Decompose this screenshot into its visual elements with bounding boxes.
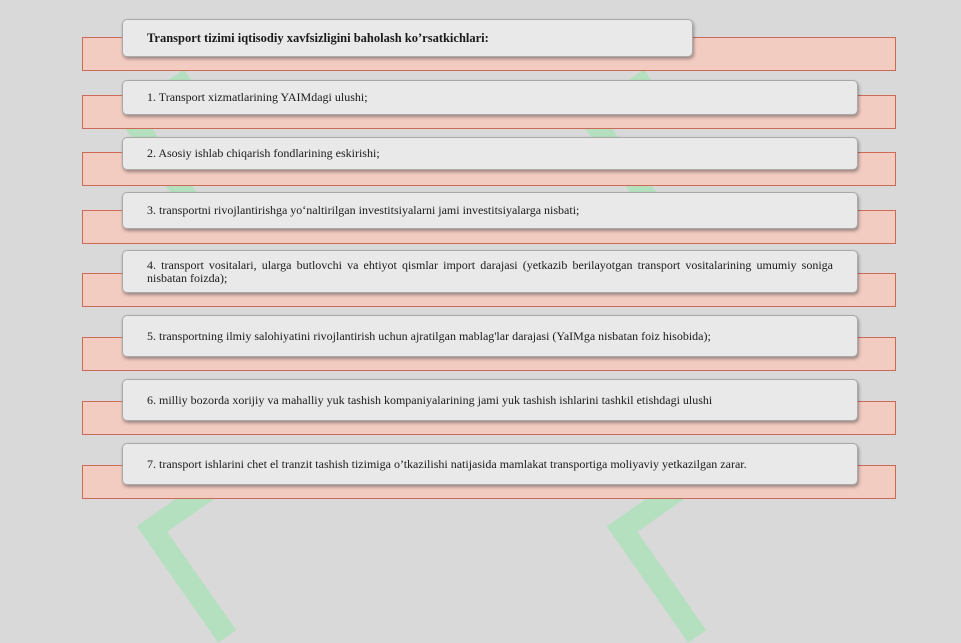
watermark-logo-shape — [607, 479, 756, 642]
indicator-text-1: 1. Transport xizmatlarining YAIMdagi ulushi; — [147, 90, 368, 104]
indicator-box-4 — [122, 250, 858, 293]
indicator-box-7 — [122, 443, 858, 485]
indicator-box-5 — [122, 315, 858, 357]
indicator-text-5: 5. transportning ilmiy salohiyatini rivojlantirish uchun ajratilgan mablag'lar darajasi (YaIMga nisbatan foiz hisobida); — [147, 328, 711, 343]
diagram-title-box — [122, 19, 693, 57]
indicator-text-3: 3. transportni rivojlantirishga yo‘naltirilgan investitsiyalarni jami investitsiyalarga nisbati; — [147, 203, 580, 217]
indicator-box-2 — [122, 137, 858, 170]
indicator-text-4: 4. transport vositalari, ularga butlovchi va ehtiyot qismlar import darajasi (yetkazib berilayotgan transport vositalarining umumiy soniga nisbatan foizda); — [147, 257, 833, 285]
indicator-box-1 — [122, 80, 858, 115]
indicator-box-6 — [122, 379, 858, 421]
watermark-logo-shape — [137, 479, 286, 642]
diagram-title: Transport tizimi iqtisodiy xavfsizligini baholash ko’rsatkichlari: — [147, 30, 489, 45]
indicator-box-3 — [122, 192, 858, 229]
indicator-text-6: 6. milliy bozorda xorijiy va mahalliy yuk tashish kompaniyalarining jami yuk tashish ishlarini tashkil etishdagi ulushi — [147, 392, 713, 407]
indicator-text-2: 2. Asosiy ishlab chiqarish fondlarining eskirishi; — [147, 146, 380, 160]
indicator-text-7: 7. transport ishlarini chet el tranzit tashish tizimiga o’tkazilishi natijasida mamlakat transportiga moliyaviy yetkazilgan zarar. — [147, 456, 747, 471]
